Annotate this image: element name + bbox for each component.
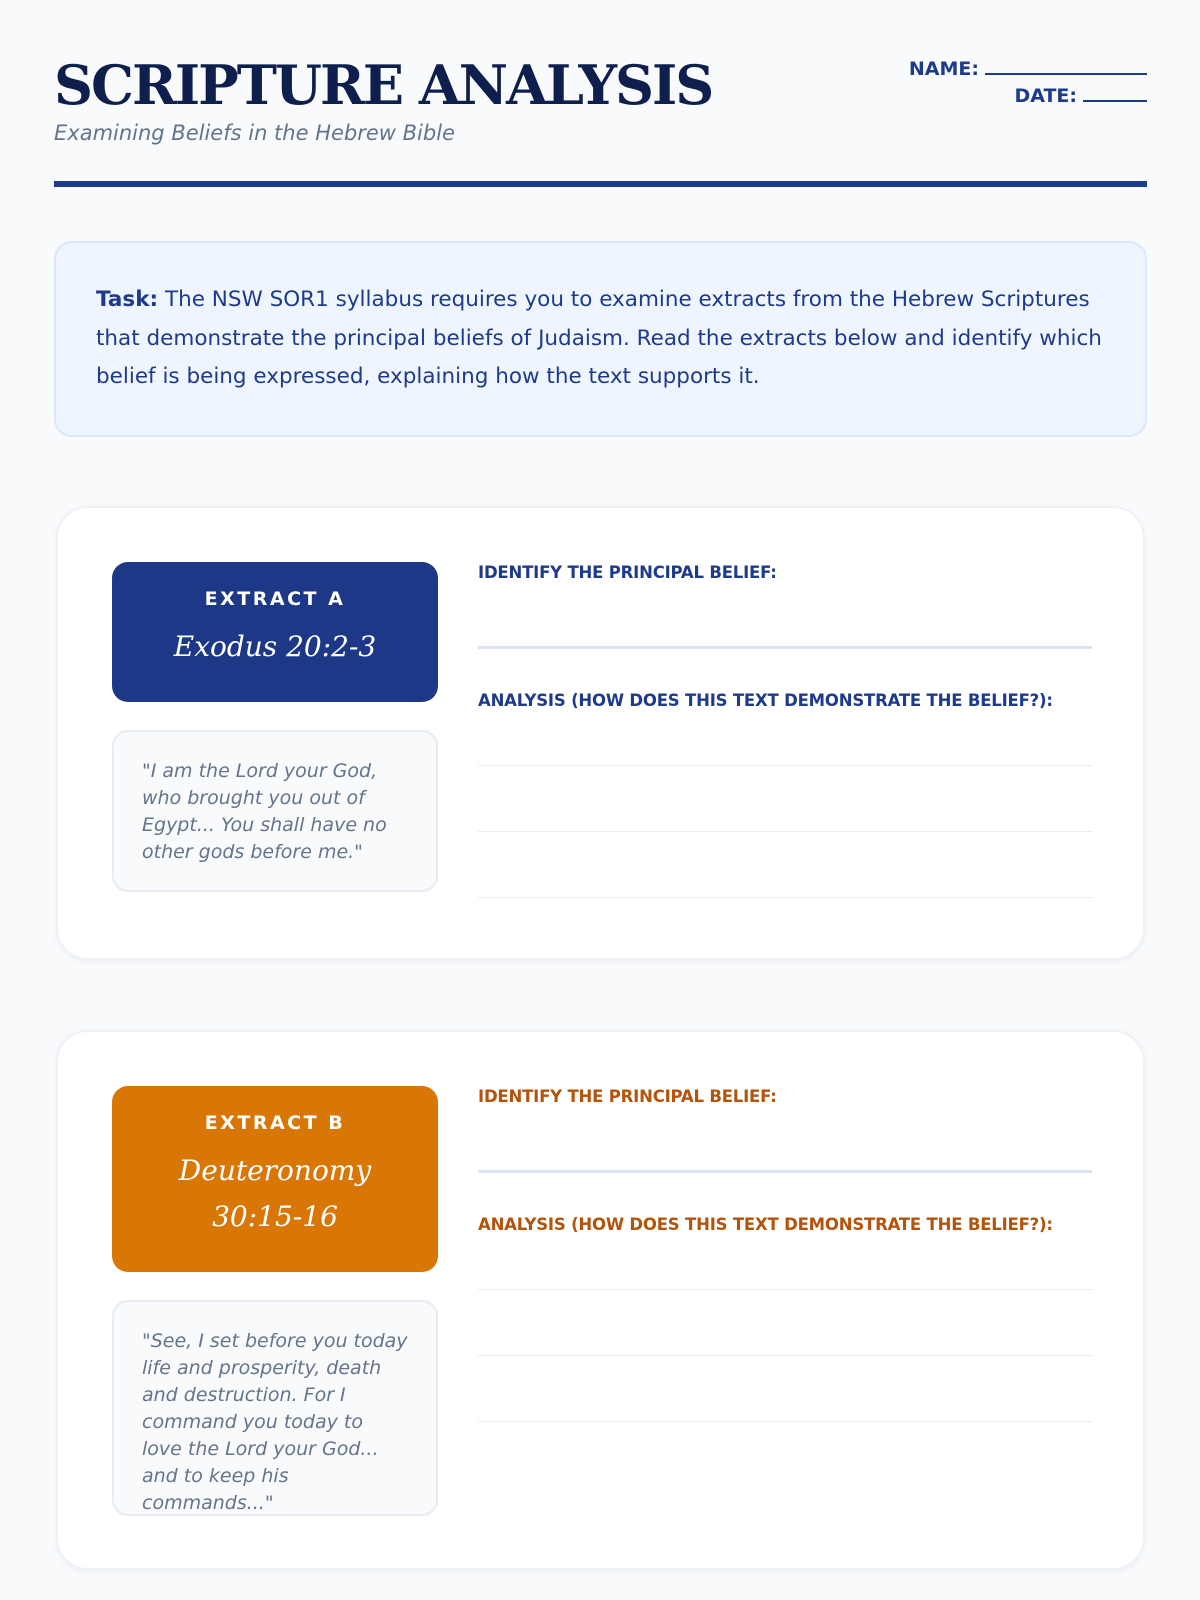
extract-card-a	[56, 506, 1145, 960]
analysis-line[interactable]	[478, 831, 1092, 832]
scripture-reference: Exodus 20:2-3	[173, 630, 377, 663]
response-fields	[478, 1087, 1092, 1422]
extract-label: EXTRACT A	[204, 588, 346, 610]
student-info	[909, 56, 1147, 110]
extract-label: EXTRACT B	[204, 1112, 346, 1134]
analysis-line[interactable]	[478, 765, 1092, 766]
task-text: The NSW SOR1 syllabus requires you to examine extracts from the Hebrew Scriptures that demonstrate the principal beliefs of Judaism. Read the extracts below and identify which belief is being expressed, explaining how the text supports it.	[96, 287, 1102, 389]
name-label: NAME:	[908, 58, 979, 80]
analysis-line[interactable]	[478, 1289, 1092, 1290]
name-blank[interactable]	[985, 57, 1147, 75]
header-divider	[54, 181, 1147, 187]
scripture-quote: "I am the Lord your God, who brought you out of Egypt... You shall have no other gods before me."	[112, 730, 438, 892]
date-label: DATE:	[1014, 85, 1077, 107]
belief-answer-line[interactable]	[478, 1170, 1092, 1173]
name-row	[909, 56, 1147, 83]
belief-answer-line[interactable]	[478, 646, 1092, 649]
date-blank[interactable]	[1083, 84, 1147, 102]
page-subtitle: Examining Beliefs in the Hebrew Bible	[54, 121, 455, 146]
extract-card-b	[56, 1030, 1145, 1570]
analysis-label: ANALYSIS (HOW DOES THIS TEXT DEMONSTRATE THE BELIEF?):	[478, 691, 1053, 710]
extract-badge-b	[112, 1086, 438, 1272]
task-box	[54, 241, 1147, 437]
response-fields	[478, 563, 1092, 898]
belief-label: IDENTIFY THE PRINCIPAL BELIEF:	[478, 1087, 777, 1106]
worksheet-header	[54, 53, 1147, 186]
belief-label: IDENTIFY THE PRINCIPAL BELIEF:	[478, 563, 777, 582]
analysis-label: ANALYSIS (HOW DOES THIS TEXT DEMONSTRATE THE BELIEF?):	[478, 1215, 1053, 1234]
page-title: SCRIPTURE ANALYSIS	[54, 53, 713, 117]
scripture-quote: "See, I set before you today life and prosperity, death and destruction. For I command you today to love the Lord your God... and to keep his commands..."	[112, 1300, 438, 1516]
scripture-reference: Deuteronomy 30:15-16	[178, 1154, 372, 1233]
analysis-line[interactable]	[478, 897, 1092, 898]
analysis-line[interactable]	[478, 1421, 1092, 1422]
date-row	[909, 83, 1147, 110]
extract-badge-a	[112, 562, 438, 702]
task-label: Task:	[96, 287, 159, 312]
analysis-line[interactable]	[478, 1355, 1092, 1356]
